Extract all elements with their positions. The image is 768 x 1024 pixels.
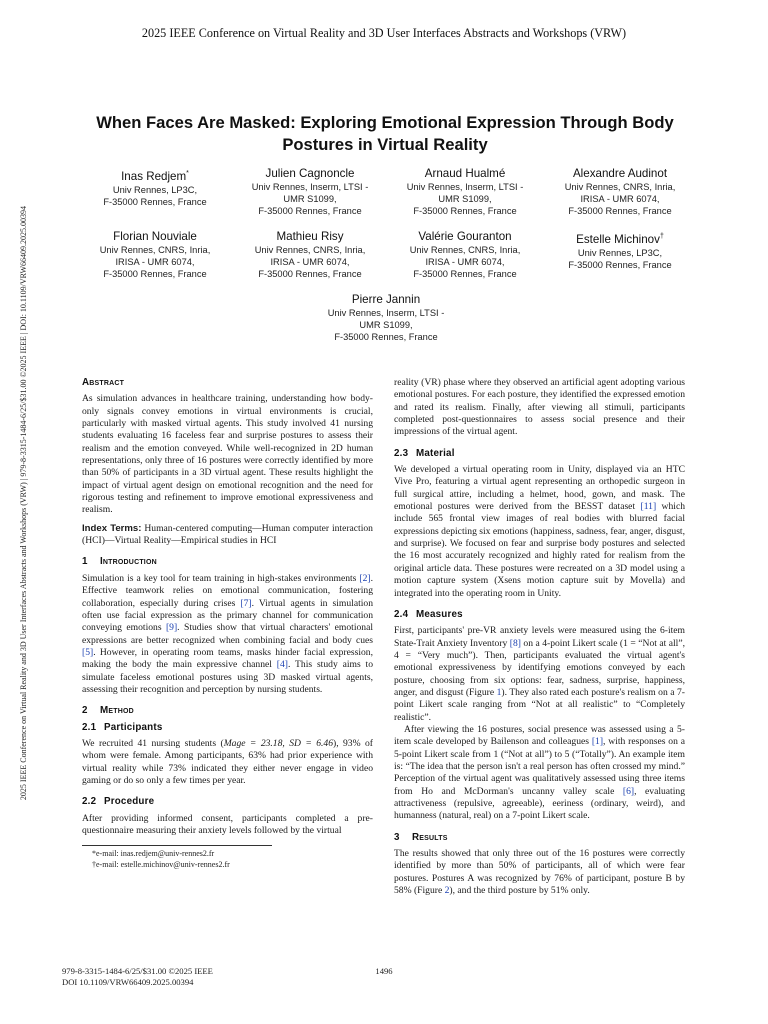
section-heading-results: 3 Results <box>394 831 448 843</box>
subsection-heading-material: 2.3 Material <box>394 447 455 459</box>
author-name: Valérie Gouranton <box>418 230 512 243</box>
author-name: Inas Redjem <box>121 169 187 183</box>
author-name: Arnaud Hualmé <box>424 167 506 180</box>
left-column <box>82 377 373 870</box>
author-footnote-mark: † <box>659 233 664 240</box>
results-text: The results showed that only three out of the 16 postures were correctly identified by more than 50% of participants, all of which were fear postures. Postures A was recognized by 76% of participant, posture B by 58% (Figure 2), and the third posture by 51% only. <box>394 848 685 897</box>
section-heading-introduction: 1 Introduction <box>82 556 157 568</box>
introduction-text: Simulation is a key tool for team training in high-stakes environments [2]. Effective teamwork relies on emotional communication, fostering collaboration, especially during crises [7]. Virtual agents in simulation often use facial expression as the primary channel for communication conveying emotions [9]. Studies show that virtual characters' emotional expressions are better recognized when combining facial and body cues [5]. However, in operating room teams, masks hinder facial expression, making the body the main expressive channel [4]. This study aims to simulate faceless emotional postures using 3D masked virtual agents, assessing their recognition and perception by nursing students. <box>82 572 373 695</box>
author-affiliation: Univ Rennes, Inserm, LTSI - UMR S1099, F-35000 Rennes, France <box>327 308 445 342</box>
citation-link[interactable]: [11] <box>640 501 657 513</box>
author-block <box>545 167 695 217</box>
footnotes <box>82 845 272 870</box>
citation-link[interactable]: [8] <box>509 637 521 649</box>
author-affiliation: Univ Rennes, LP3C, F-35000 Rennes, France <box>103 184 207 207</box>
procedure-text: After providing informed consent, participants completed a pre-questionnaire measuring their anxiety levels followed by the virtual <box>82 812 373 836</box>
citation-link[interactable]: [2] <box>359 572 371 584</box>
footer-isbn: 979-8-3315-1484-6/25/$31.00 ©2025 IEEE <box>62 966 213 976</box>
section-heading-method: 2 Method <box>82 705 134 717</box>
citation-link[interactable]: [9] <box>165 622 178 634</box>
author-affiliation: Univ Rennes, LP3C, F-35000 Rennes, France <box>568 247 672 270</box>
author-affiliation: Univ Rennes, Inserm, LTSI - UMR S1099, F-35000 Rennes, France <box>251 182 369 216</box>
citation-link[interactable]: [1] <box>591 736 604 748</box>
math-expression: Mage = 23.18, SD = 6.46 <box>223 737 334 749</box>
citation-link[interactable]: [5] <box>82 646 94 658</box>
citation-link[interactable]: [4] <box>276 659 288 671</box>
abstract-text: As simulation advances in healthcare training, understanding how body-only signals convey emotions in virtual environments is crucial, particularly with masked virtual agents. This study involved 41 nursing students evaluating 16 faceless fear and surprise postures to assess their realism and the emotion conveyed. While well-recognized in 2D human representations, only three of 16 postures were correctly identified by more than 50% of participants in a 3D virtual agent. These results highlight the impact of virtual agent design on emotional recognition and the need for rigorous testing and refinement to improve emotional expressiveness and realism. <box>82 393 373 516</box>
author-block <box>545 230 695 271</box>
author-row-2 <box>80 230 700 280</box>
author-footnote-mark: * <box>186 170 189 177</box>
author-block <box>235 230 385 280</box>
page-number: 1496 <box>375 966 393 976</box>
author-row-3 <box>232 293 540 343</box>
author-block <box>80 230 230 280</box>
index-terms-label: Index Terms: <box>82 522 142 534</box>
citation-link[interactable]: [7] <box>240 597 252 609</box>
author-block <box>80 167 230 208</box>
measures-text-1: First, participants' pre-VR anxiety levels were measured using the 6-item State-Trait Anxiety Inventory [8] on a 4-point Likert scale (1 = “Not at all”, 4 = “Very much”). Then, participants evaluated the virtual agent's emotional expressiveness by identifying emotions conveyed by each posture, choosing from six options: fear, sadness, surprise, happiness, anger, and disgust (Figure 1). They also rated each posture's realism on a 7-point Likert scale ranging from “Not at all realistic” to “Completely realistic”. <box>394 625 686 723</box>
author-block <box>232 293 540 343</box>
author-name: Estelle Michinov <box>576 232 660 246</box>
abstract-heading: Abstract <box>82 377 125 388</box>
author-affiliation: Univ Rennes, CNRS, Inria, IRISA - UMR 6074, F-35000 Rennes, France <box>409 245 521 279</box>
material-text: We developed a virtual operating room in Unity, displayed via an HTC Vive Pro, featuring a virtual agent representing an orthopedic surgeon in full surgical attire, including a helmet, hood, gown, and mask. The emotional postures were derived from the BESST dataset [11] which include 565 frontal view images of real bodies with blurred facial expressions depicting six emotions (happiness, sadness, fear, anger, disgust, and surprise). We focused on fear and surprise body postures and selected the 16 most accurately recognized and highly rated for realism from the original article data. These postures were recreated on a 3D model using a motion capture system (Xsens motion capture suit by Movella) and integrated into the operating room in Unity. <box>394 464 685 599</box>
index-terms <box>82 523 373 548</box>
subsection-heading-procedure: 2.2 Procedure <box>82 796 155 808</box>
author-block <box>390 230 540 280</box>
author-block <box>235 167 385 217</box>
author-name: Julien Cagnoncle <box>265 167 355 180</box>
figure-link[interactable]: 1 <box>496 686 502 698</box>
subsection-heading-measures: 2.4 Measures <box>394 608 463 620</box>
figure-link[interactable]: 2 <box>444 885 450 897</box>
footnote-email-1: *e-mail: inas.redjem@univ-rennes2.fr <box>92 849 215 859</box>
right-column <box>394 377 685 897</box>
procedure-text-continued: reality (VR) phase where they observed an artificial agent adopting various emotional postures. For each posture, they identified the expressed emotion and rated its realism. Finally, after viewing all stimuli, participants completed post-questionnaires to assess social presence and their impressions of the virtual agent. <box>394 377 685 438</box>
footnote-email-2: †e-mail: estelle.michinov@univ-rennes2.fr <box>92 859 230 869</box>
author-name: Alexandre Audinot <box>572 167 668 180</box>
author-affiliation: Univ Rennes, CNRS, Inria, IRISA - UMR 6074, F-35000 Rennes, France <box>254 245 366 279</box>
measures-text-2: After viewing the 16 postures, social presence was assessed using a 5-item scale developed by Bailenson and colleagues [1], with responses on a 5-point Likert scale from 1 (“Not at all”) to 5 (“Totally”). An example item is: “The idea that the person isn't a real person has often crossed my mind.” Perception of the virtual agent was qualitatively assessed using three items from Ho and McDorman's uncanny valley scale [6], evaluating attractiveness (repulsive, agreeable), eeriness (ordinary, weird), and humanness (natural, real) on a 7-point Likert scale. <box>394 723 686 822</box>
author-affiliation: Univ Rennes, CNRS, Inria, IRISA - UMR 6074, F-35000 Rennes, France <box>99 245 211 279</box>
author-row-1 <box>80 167 700 217</box>
participants-text: We recruited 41 nursing students (Mage = 23.18, SD = 6.46), 93% of whom were female. Among participants, 63% had prior experience with virtual reality while 73% indicated they either never engage in video gaming or do so only a few times per year. <box>82 737 373 786</box>
index-terms-text: Human-centered computing—Human computer interaction (HCI)—Virtual Reality—Empirical studies in HCI <box>82 522 373 547</box>
footer-doi: DOI 10.1109/VRW66409.2025.00394 <box>62 976 194 987</box>
citation-link[interactable]: [6] <box>622 785 635 797</box>
conference-header: 2025 IEEE Conference on Virtual Reality and 3D User Interfaces Abstracts and Workshops (VRW) <box>141 26 627 40</box>
author-affiliation: Univ Rennes, CNRS, Inria, IRISA - UMR 6074, F-35000 Rennes, France <box>564 182 676 216</box>
author-name: Pierre Jannin <box>351 293 421 306</box>
author-block <box>390 167 540 217</box>
subsection-heading-participants: 2.1 Participants <box>82 721 163 733</box>
side-margin-citation: 2025 IEEE Conference on Virtual Reality and 3D User Interfaces Abstracts and Workshops (VRW) | 979-8-3315-1484-6/25/$31.00 ©2025 IEEE | DOI: 10.1109/VRW66409.2025.00394 <box>19 205 28 801</box>
author-affiliation: Univ Rennes, Inserm, LTSI - UMR S1099, F-35000 Rennes, France <box>406 182 524 216</box>
paper-title: When Faces Are Masked: Exploring Emotional Expression Through Body Postures in Virtual Reality <box>96 113 674 154</box>
author-name: Mathieu Risy <box>276 230 344 243</box>
author-name: Florian Nouviale <box>113 230 197 243</box>
